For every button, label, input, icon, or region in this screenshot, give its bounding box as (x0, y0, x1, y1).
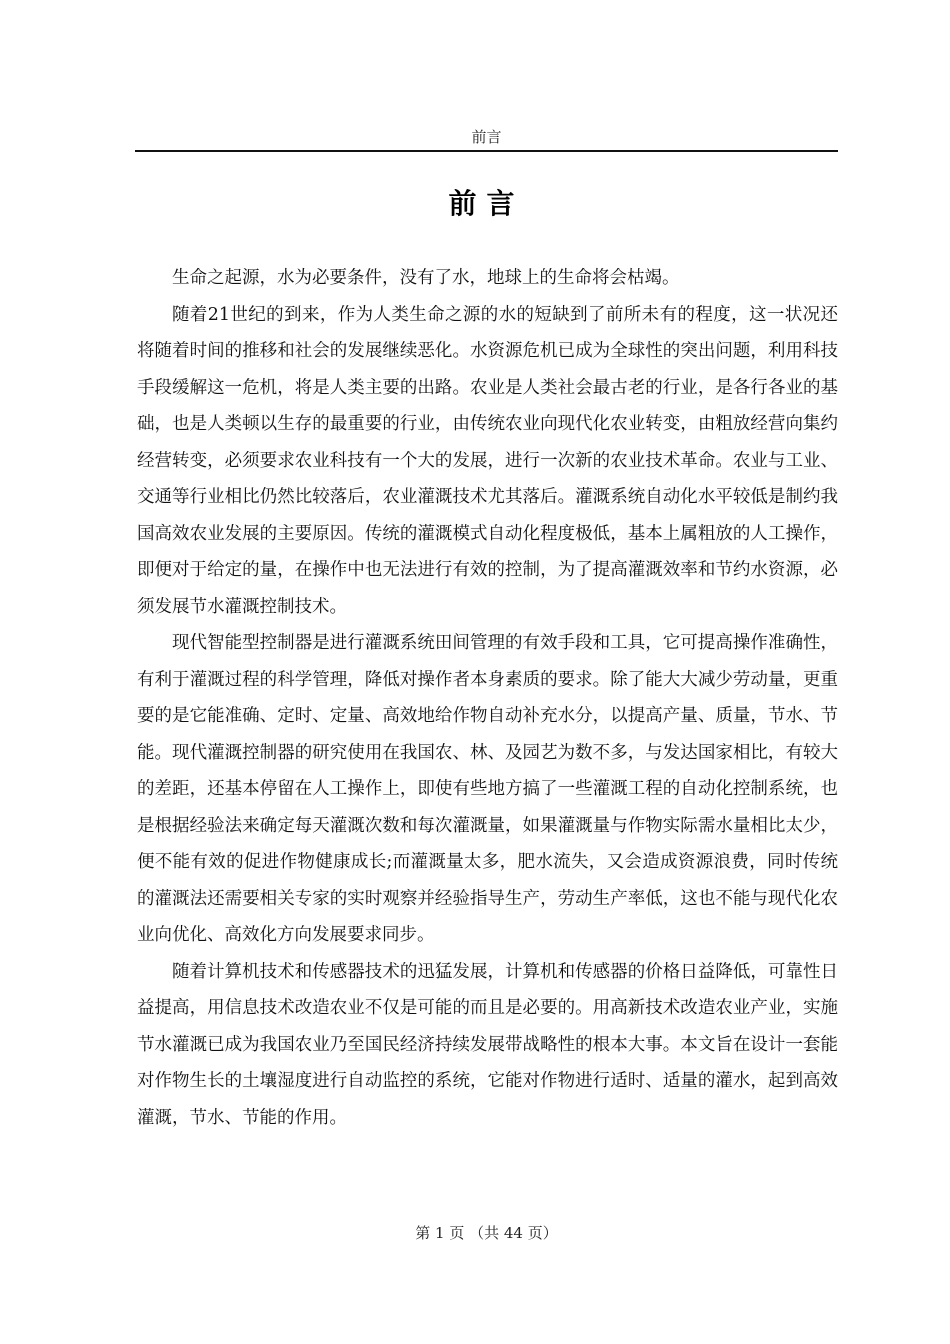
page-title: 前言 (448, 187, 525, 220)
paragraph: 随着21世纪的到来，作为人类生命之源的水的短缺到了前所未有的程度，这一状况还将随着时间的推移和社会的发展继续恶化。水资源危机已成为全球性的突出问题，利用科技手段缓解这一危机，将是人类主要的出路。农业是人类社会最古老的行业，是各行各业的基础，也是人类顿以生存的最重要的行业，由传统农业向现代化农业转变，由粗放经营向集约经营转变，必须要求农业科技有一个大的发展，进行一次新的农业技术革命。农业与工业、交通等行业相比仍然比较落后，农业灌溉技术尤其落后。灌溉系统自动化水平较低是制约我国高效农业发展的主要原因。传统的灌溉模式自动化程度极低，基本上属粗放的人工操作，即便对于给定的量，在操作中也无法进行有效的控制，为了提高灌溉效率和节约水资源，必须发展节水灌溉控制技术。 (137, 304, 838, 617)
paragraph: 现代智能型控制器是进行灌溉系统田间管理的有效手段和工具，它可提高操作准确性，有利于灌溉过程的科学管理，降低对操作者本身素质的要求。除了能大大减少劳动量，更重要的是它能准确、定时、定量、高效地给作物自动补充水分，以提高产量、质量，节水、节能。现代灌溉控制器的研究使用在我国农、林、及园艺为数不多，与发达国家相比，有较大的差距，还基本停留在人工操作上，即使有些地方搞了一些灌溉工程的自动化控制系统，也是根据经验法来确定每天灌溉次数和每次灌溉量，如果灌溉量与作物实际需水量相比太少，便不能有效的促进作物健康成长;而灌溉量太多，肥水流失，又会造成资源浪费，同时传统的灌溉法还需要相关专家的实时观察并经验指导生产，劳动生产率低，这也不能与现代化农业向优化、高效化方向发展要求同步。 (137, 633, 838, 945)
paragraph: 随着计算机技术和传感器技术的迅猛发展，计算机和传感器的价格日益降低，可靠性日益提高，用信息技术改造农业不仅是可能的而且是必要的。用高新技术改造农业产业，实施节水灌溉已成为我国农业乃至国民经济持续发展带战略性的根本大事。本文旨在设计一套能对作物生长的土壤湿度进行自动监控的系统，它能对作物进行适时、适量的灌水，起到高效灌溉，节水、节能的作用。 (137, 961, 838, 1128)
header-rule (135, 150, 838, 152)
running-header: 前言 (471, 128, 502, 146)
body-text (137, 260, 838, 1136)
paragraph: 生命之起源，水为必要条件，没有了水，地球上的生命将会枯竭。 (172, 268, 680, 288)
page-footer: 第 1 页 （共 44 页） (415, 1224, 558, 1242)
